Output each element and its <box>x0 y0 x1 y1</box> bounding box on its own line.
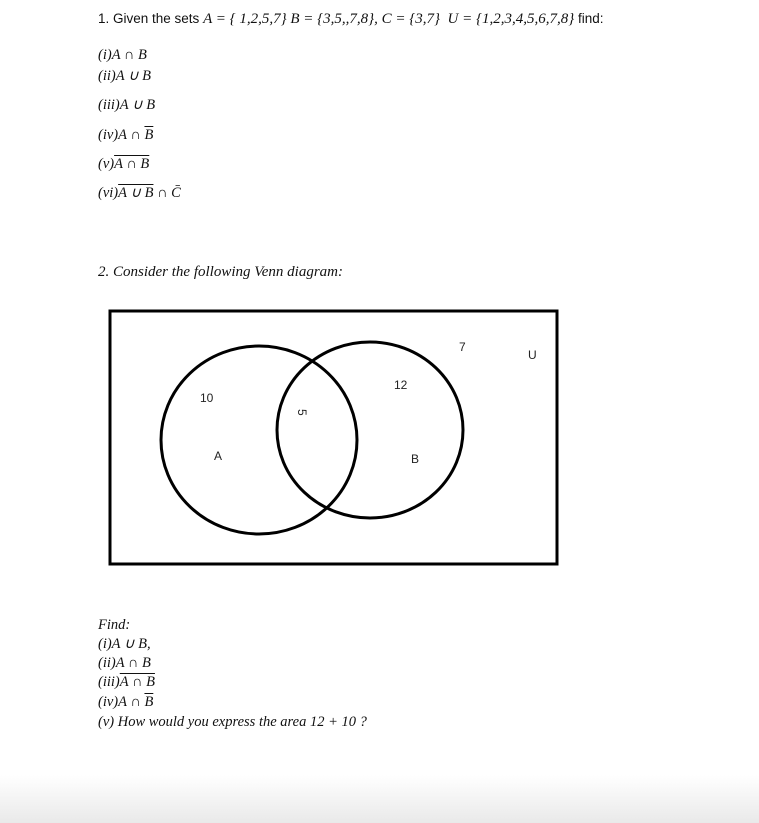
part-expression: ∩ C̄ <box>153 185 181 201</box>
part-expression: A ∩ B <box>111 47 147 63</box>
set-c-definition: C = {3,7} <box>381 11 441 27</box>
find-item-text: (iv)A ∩ <box>98 694 145 710</box>
complement-term: $\overline{B}$ <box>144 694 154 710</box>
page-bottom-shadow <box>0 775 759 823</box>
set-b-label: B <box>411 452 420 466</box>
question-2-heading: 2. Consider the following Venn diagram: <box>98 264 343 280</box>
find-heading: Find: <box>98 617 131 633</box>
find-item-iii <box>98 674 155 691</box>
find-item-text: (ii)A ∩ B <box>98 655 151 671</box>
part-number: (vi) <box>98 185 119 201</box>
complement-term: A ∩ B <box>119 674 155 690</box>
part-number: (i) <box>98 47 112 63</box>
region-only-a-value: 10 <box>200 391 214 405</box>
find-item-text: (iii) <box>98 674 120 690</box>
region-outside-value: 7 <box>459 340 466 354</box>
find-item-text: (v) How would you express the area 12 + 10 ? <box>98 714 367 730</box>
set-b-circle <box>277 342 463 518</box>
find-item-i <box>98 636 151 653</box>
set-a-label: A <box>214 449 223 463</box>
find-item-ii <box>98 655 151 672</box>
universal-set-definition: U = {1,2,3,4,5,6,7,8} <box>447 11 575 27</box>
complement-term: A ∩ B <box>114 156 150 172</box>
complement-term: $\overline{B}$ <box>144 127 154 143</box>
complement-term: A ∪ B <box>118 185 154 201</box>
part-number: (iv) <box>98 127 119 143</box>
question-1-tail: find: <box>574 11 604 26</box>
universe-label: U <box>528 348 537 362</box>
part-expression: A ∪ B <box>115 68 152 84</box>
find-item-v <box>98 714 367 731</box>
set-b-definition: B = {3,5,,7,8}, <box>290 11 378 27</box>
part-number: (ii) <box>98 68 116 84</box>
set-a-definition: A = { 1,2,5,7} <box>203 11 287 27</box>
part-expression: A ∪ B <box>119 97 156 113</box>
part-number: (v) <box>98 156 115 172</box>
region-intersection-value: 5 <box>295 409 309 416</box>
find-item-text: (i)A ∪ B, <box>98 636 151 652</box>
part-number: (iii) <box>98 97 120 113</box>
part-expression: A ∩ <box>118 127 145 143</box>
set-a-circle <box>161 346 357 534</box>
question-1-lead: 1. Given the sets <box>98 11 204 26</box>
region-only-b-value: 12 <box>394 378 408 392</box>
find-item-iv <box>98 694 153 711</box>
